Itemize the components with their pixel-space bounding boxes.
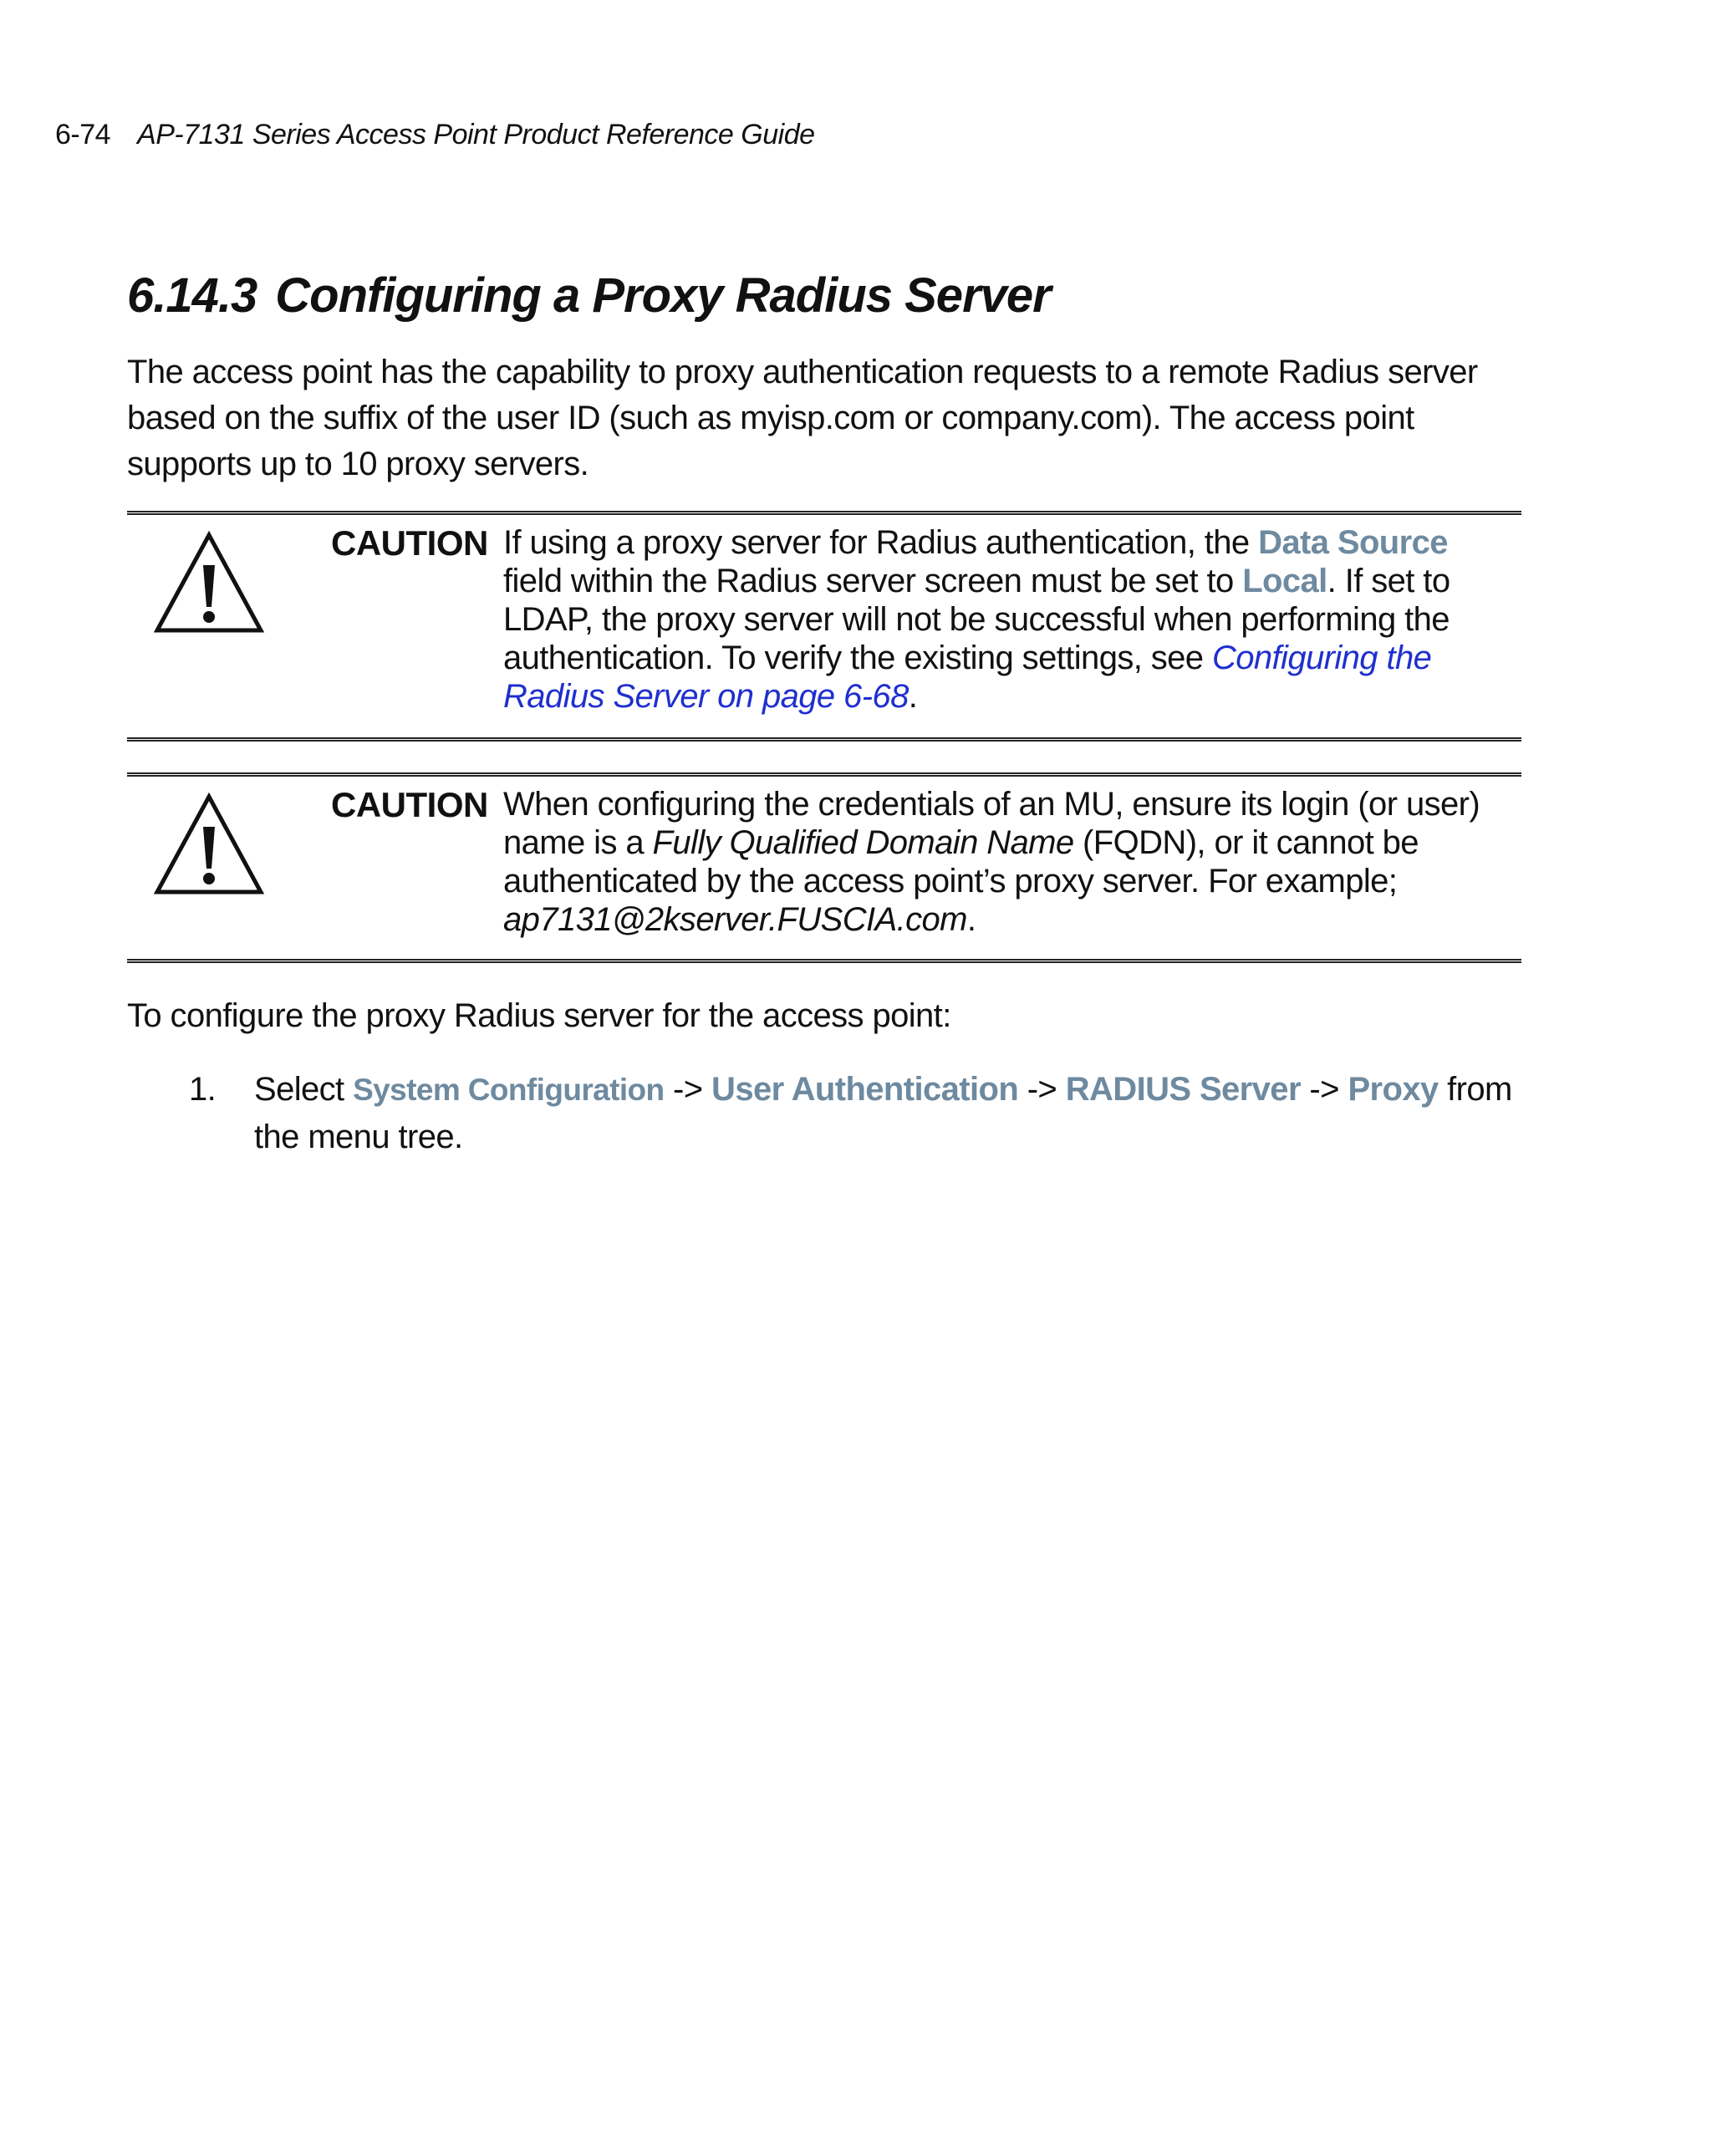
caution-text-part: When configuring the credentials of an MU, ensure its login (or user) name is a <box>503 786 1480 861</box>
caution-box-data-source <box>127 511 1521 742</box>
menu-user-authentication: User Authentication <box>711 1071 1019 1108</box>
caution-text-part: (FQDN), or it cannot be authenticated by the access point’s proxy server. For example; <box>503 824 1419 900</box>
menu-arrow: -> <box>664 1071 712 1108</box>
menu-system-configuration: System Configuration <box>353 1073 665 1107</box>
caution-box-fqdn <box>127 772 1521 963</box>
ui-term-local: Local <box>1242 563 1327 599</box>
warning-triangle-icon <box>152 530 266 635</box>
menu-proxy: Proxy <box>1348 1071 1439 1108</box>
step-text: from the menu tree. <box>254 1071 1512 1155</box>
running-header <box>55 119 815 151</box>
menu-arrow: -> <box>1300 1071 1348 1108</box>
fqdn-term: Fully Qualified Domain Name <box>652 824 1074 861</box>
caution-text-part: field within the Radius server screen must be set to <box>503 563 1243 599</box>
warning-triangle-icon <box>152 792 266 897</box>
step-text: Select <box>254 1071 354 1108</box>
procedure-step-1 <box>189 1066 1526 1160</box>
caution-text-part: If using a proxy server for Radius authentication, the <box>503 524 1259 561</box>
menu-radius-server: RADIUS Server <box>1065 1071 1301 1108</box>
page-number: 6-74 <box>55 119 111 150</box>
section-number: 6.14.3 <box>127 268 257 323</box>
intro-paragraph: The access point has the capability to proxy authentication requests to a remote Radius server based on the suffix of the user ID (such as myisp.com or company.com). The access point supports up to 10 proxy servers. <box>127 354 1478 482</box>
link-configuring-radius-server[interactable]: Configuring the Radius Server on page 6-68 <box>503 640 1432 715</box>
guide-title: AP-7131 Series Access Point Product Reference Guide <box>137 119 815 150</box>
step-number: 1. <box>189 1071 217 1108</box>
caution-label: CAUTION <box>331 785 488 824</box>
procedure-lead: To configure the proxy Radius server for the access point: <box>127 997 951 1034</box>
step-body <box>254 1066 1526 1160</box>
fqdn-example: ap7131@2kserver.FUSCIA.com <box>503 901 967 938</box>
menu-arrow: -> <box>1018 1071 1066 1108</box>
section-title-text: Configuring a Proxy Radius Server <box>275 268 1051 323</box>
caution-text <box>503 785 1506 939</box>
caution-text-part: . <box>908 678 918 715</box>
caution-text-part: . If set to LDAP, the proxy server will not be successful when performing the authentication. To verify the existing settings, see <box>503 563 1450 676</box>
caution-text <box>503 523 1506 716</box>
section-title <box>127 268 1051 324</box>
caution-text-part: . <box>966 901 976 938</box>
ui-term-data-source: Data Source <box>1258 524 1448 561</box>
caution-label: CAUTION <box>331 523 488 563</box>
